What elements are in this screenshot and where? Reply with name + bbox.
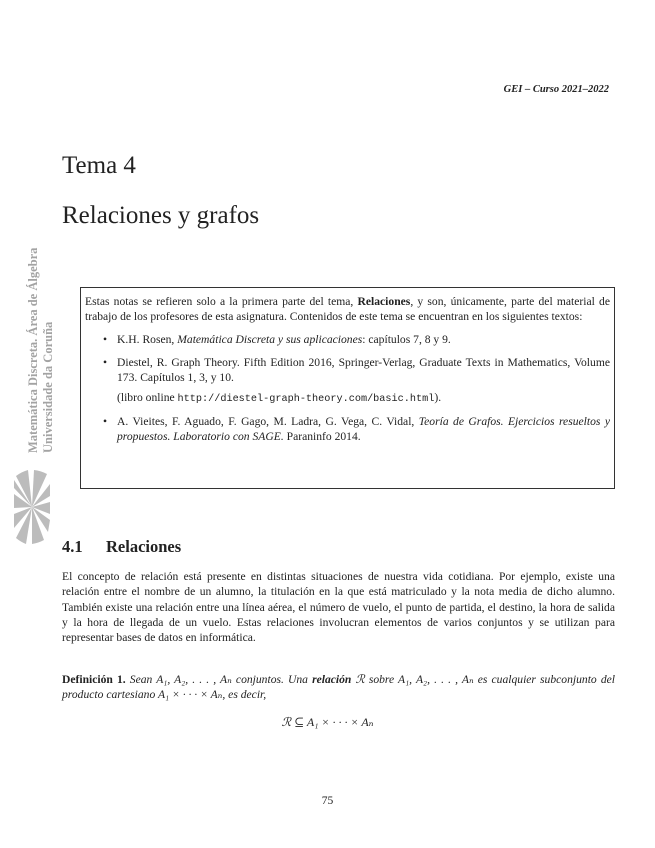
sidebar-line-1: Matemática Discreta. Área de Álgebra [26,247,40,453]
reference-authors: A. Vieites, F. Aguado, F. Gago, M. Ladra, G. Vega, C. Vidal, [117,415,419,429]
notes-box [80,287,615,489]
reference-url-link[interactable]: http://diestel-graph-theory.com/basic.html [177,394,435,406]
definition-text-1: Sean A₁, A₂, . . . , Aₙ conjuntos. Una [125,673,313,686]
notes-intro-bold: Relaciones [357,295,411,308]
reference-text: Diestel, R. Graph Theory. Fifth Edition 2016, Springer-Verlag, Graduate Texts in Mathematics, Volume 173. Capítulos 1, 3, y 10. [117,355,610,384]
reference-item [85,355,610,408]
definition-label: Definición 1. [62,673,126,686]
reference-item [85,332,610,347]
chapter-subtitle: Relaciones y grafos [62,202,260,229]
reference-rest: : capítulos 7, 8 y 9. [362,333,451,347]
section-title: Relaciones [106,537,182,556]
definition-formula: ℛ ⊆ A₁ × · · · × Aₙ [281,715,374,729]
references-list [85,332,610,444]
bullet-icon: • [103,333,108,347]
notes-intro [85,294,610,324]
reference-item [85,414,610,444]
section-paragraph: El concepto de relación está presente en distintas situaciones de nuestra vida cotidiana. Por ejemplo, existe una relación entre el nombre de un alumno, la titulación en la que está matriculado y la nota media de dicho alumno. También existe una relación entre una línea aérea, el número de vuelo, el punto de partida, el destino, la hora de salida y la hora de llegada de un vuelo. Estas relaciones involucran elementos de varios conjuntos y se utilizan para representar bases de datos en informática. [62,570,615,645]
definition [62,672,615,703]
course-header: GEI – Curso 2021–2022 [503,84,609,95]
sidebar-line-2: Universidade da Coruña [41,321,55,453]
page-number: 75 [321,795,334,807]
reference-online-after: ). [434,391,442,405]
reference-rest: Paraninfo 2014. [283,430,361,444]
sidebar-affiliation [26,248,56,453]
reference-online-before: (libro online [117,391,178,405]
definition-text-2: ℛ sobre A₁, A₂, . . . , Aₙ es cualquier subconjunto del producto cartesiano A₁ × · · · × Aₙ, es decir, [62,673,615,702]
reference-title: Teoría de Grafos. Ejercicios resueltos y propuestos. Laboratorio con SAGE. [117,415,610,444]
notes-intro-after: , y son, únicamente, parte del material de trabajo de los profesores de esta asignatura. Contenidos de este tema se encuentran en los siguientes textos: [85,295,610,324]
reference-online [117,390,610,407]
notes-intro-before: Estas notas se refieren solo a la primera parte del tema, [85,295,358,308]
section-number: 4.1 [62,537,83,556]
bullet-icon: • [103,415,108,429]
reference-title: Matemática Discreta y sus aplicaciones [177,333,363,347]
section-heading [62,537,181,557]
definition-term: relación [312,673,352,686]
university-logo-icon [14,468,50,546]
reference-authors: K.H. Rosen, [117,333,178,347]
chapter-title: Tema 4 [62,152,136,179]
bullet-icon: • [103,355,108,369]
